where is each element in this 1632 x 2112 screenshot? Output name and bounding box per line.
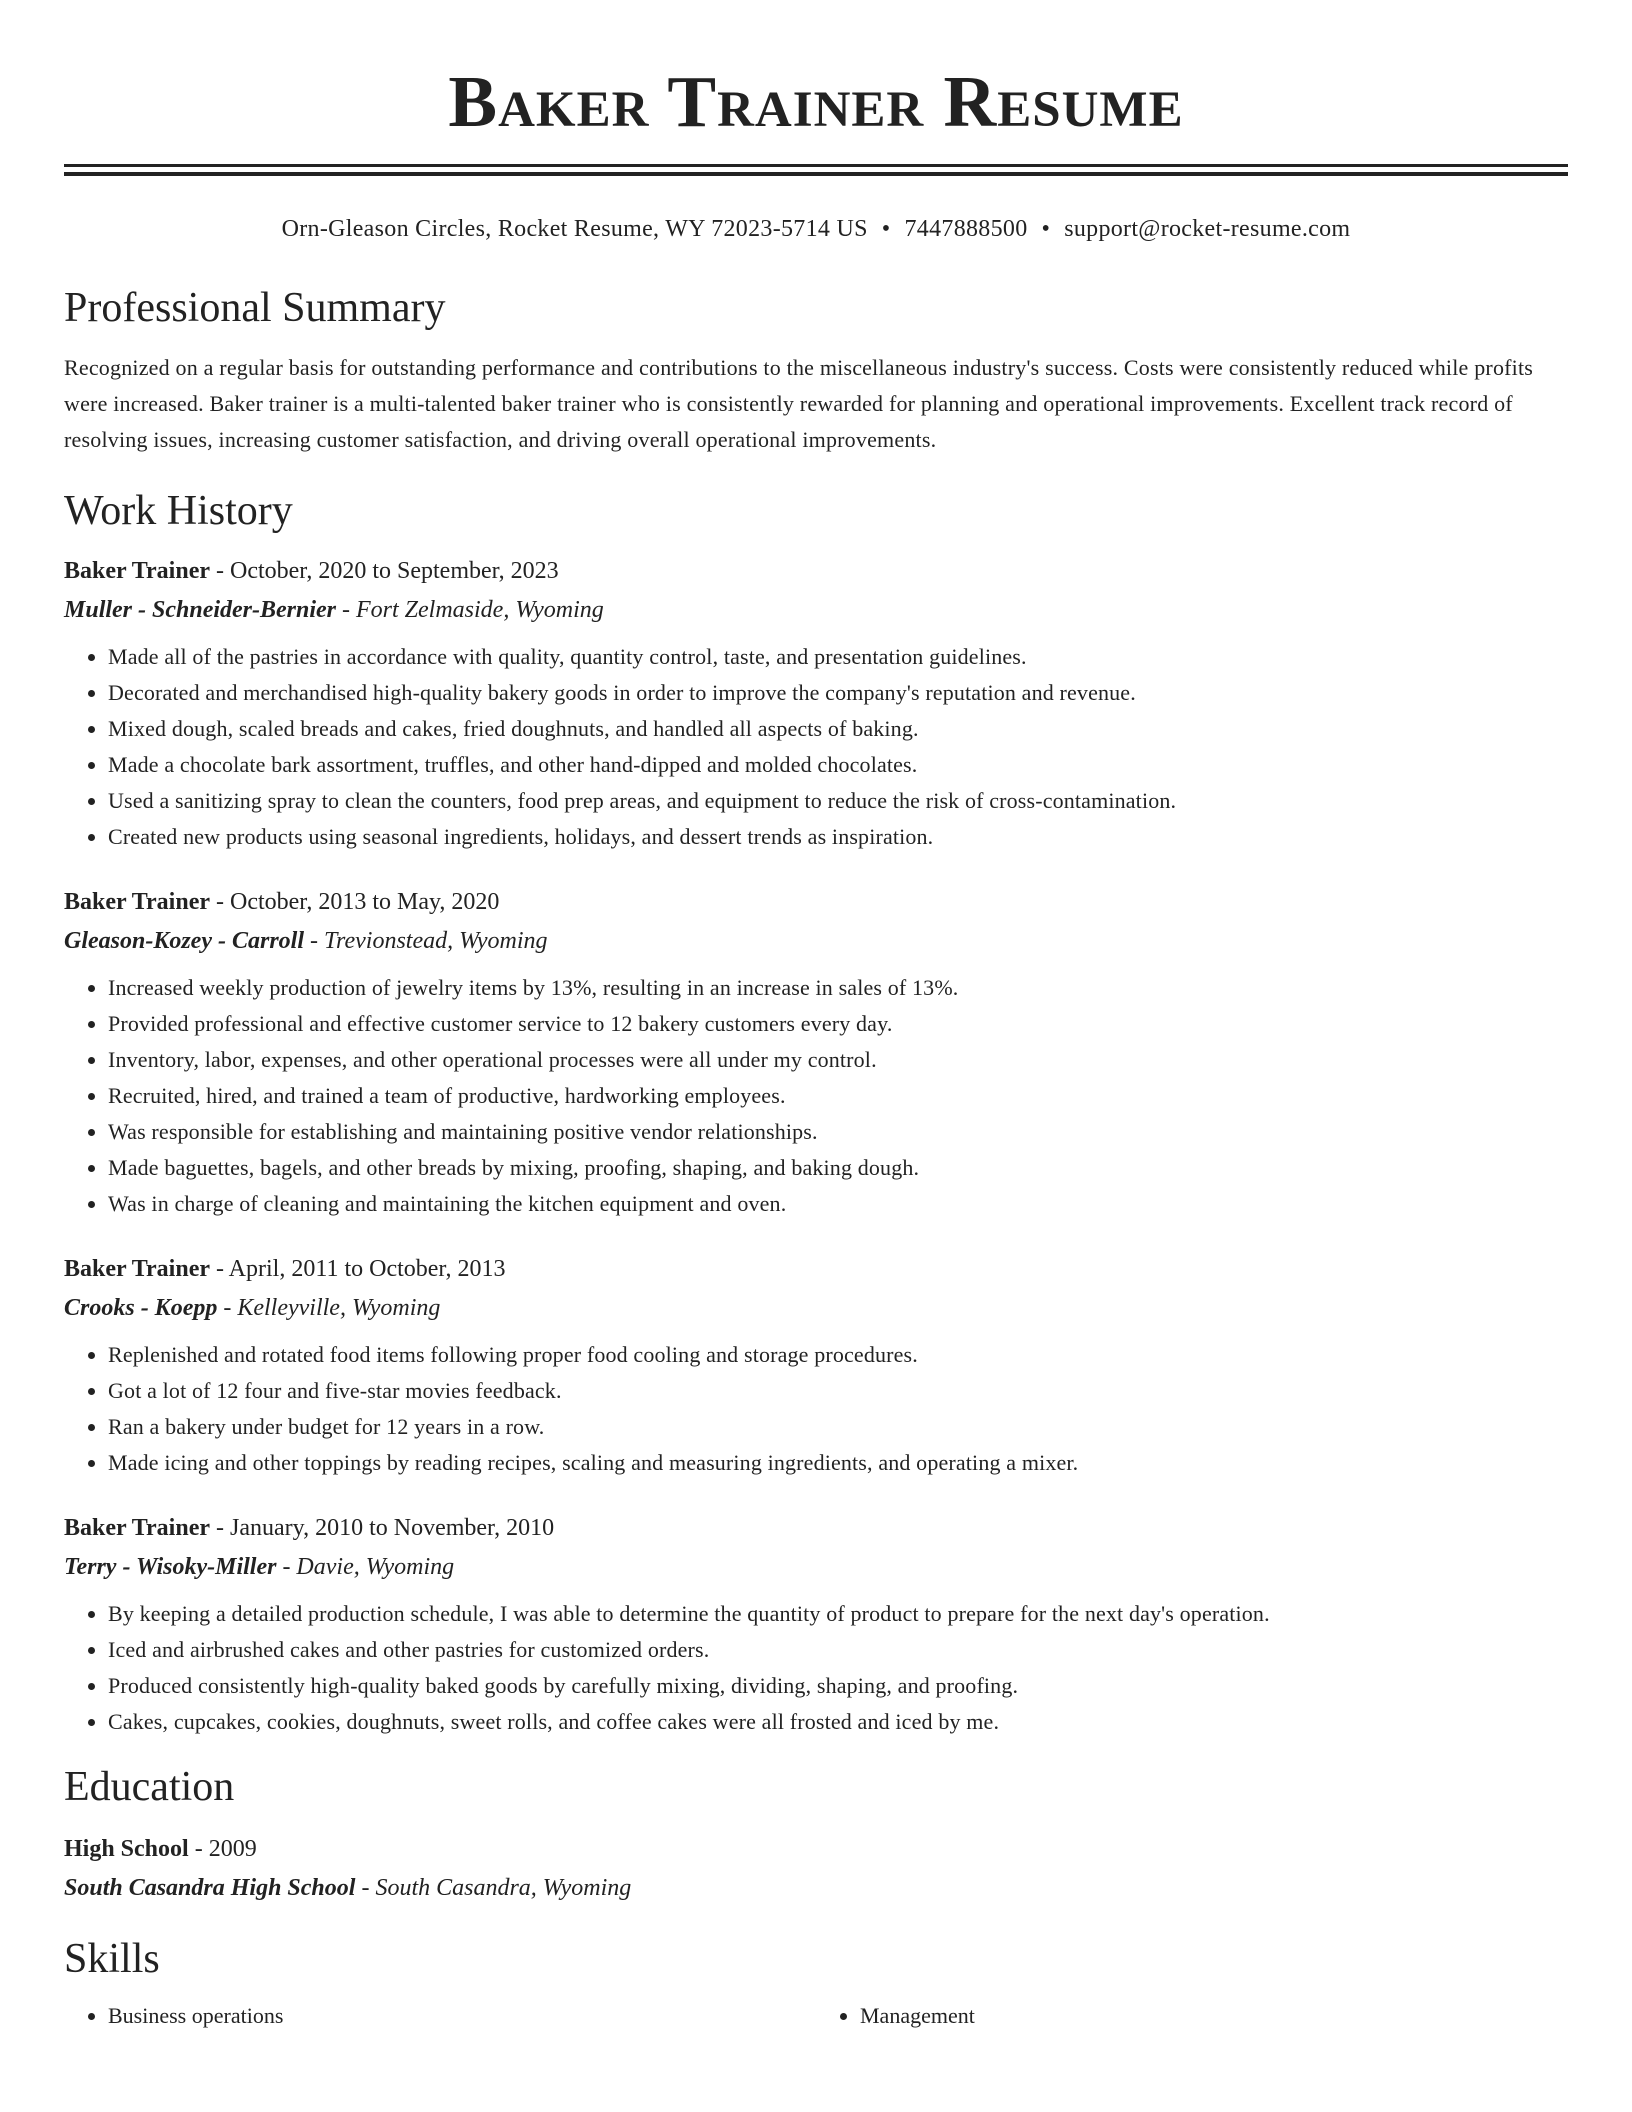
skills-list: [816, 1998, 1568, 2034]
company-name: Terry - Wisoky-Miller: [64, 1554, 277, 1580]
job-title-line: [64, 883, 1568, 921]
degree-line: [64, 1830, 1568, 1868]
company-line: [64, 1547, 1568, 1587]
contact-separator: •: [881, 216, 891, 242]
job-dates: - January, 2010 to November, 2010: [210, 1515, 555, 1541]
job-bullet: • By keeping a detailed production schedule, I was able to determine the quantity of product to prepare for the next day's operation.: [108, 1596, 1568, 1632]
skills-column-left: [64, 1998, 816, 2034]
job-bullet: • Replenished and rotated food items following proper food cooling and storage procedures.: [108, 1337, 1568, 1373]
job-entry: [64, 1250, 1568, 1481]
job-bullet: • Used a sanitizing spray to clean the counters, food prep areas, and equipment to reduce the risk of cross-contamination.: [108, 783, 1568, 819]
company-location: - Trevionstead, Wyoming: [304, 928, 548, 954]
job-title: Baker Trainer: [64, 558, 210, 584]
job-bullets: [64, 1337, 1568, 1481]
company-name: Gleason-Kozey - Carroll: [64, 928, 304, 954]
job-title-line: [64, 1250, 1568, 1288]
job-title-line: [64, 552, 1568, 590]
summary-text: Recognized on a regular basis for outstanding performance and contributions to the miscellaneous industry's success. Costs were consistently reduced while profits were increased. Baker trainer is a multi-talented baker trainer who is consistently rewarded for planning and operational improvements. Excellent track record of resolving issues, increasing customer satisfaction, and driving overall operational improvements.: [64, 355, 1534, 452]
job-bullet: • Was responsible for establishing and maintaining positive vendor relationships.: [108, 1114, 1568, 1150]
title-double-rule: [64, 164, 1568, 176]
job-bullet: • Got a lot of 12 four and five-star movies feedback.: [108, 1373, 1568, 1409]
contact-separator: •: [1041, 216, 1051, 242]
summary-heading: Professional Summary: [64, 285, 446, 331]
work-history-heading: Work History: [64, 488, 293, 534]
resume-title: Baker Trainer Resume: [448, 61, 1184, 142]
job-title-line: [64, 1509, 1568, 1547]
education-heading: Education: [64, 1764, 235, 1810]
education-entry: [64, 1830, 1568, 1908]
job-bullet: • Made a chocolate bark assortment, truffles, and other hand-dipped and molded chocolates.: [108, 747, 1568, 783]
job-bullet: • Produced consistently high-quality baked goods by carefully mixing, dividing, shaping, and proofing.: [108, 1668, 1568, 1704]
contact-line: [64, 214, 1568, 244]
job-dates: - October, 2020 to September, 2023: [210, 558, 559, 584]
company-location: - Davie, Wyoming: [276, 1554, 455, 1580]
company-location: - Fort Zelmaside, Wyoming: [336, 597, 604, 623]
job-title: Baker Trainer: [64, 889, 210, 915]
contact-address: Orn-Gleason Circles, Rocket Resume, WY 72023-5714 US: [281, 216, 868, 242]
job-bullet: • Ran a bakery under budget for 12 years in a row.: [108, 1409, 1568, 1445]
company-line: [64, 590, 1568, 630]
job-bullet: • Made icing and other toppings by reading recipes, scaling and measuring ingredients, and operating a mixer.: [108, 1445, 1568, 1481]
job-entry: [64, 552, 1568, 855]
degree-year: - 2009: [188, 1836, 257, 1862]
job-title: Baker Trainer: [64, 1515, 210, 1541]
job-entry: [64, 1509, 1568, 1740]
school-name: South Casandra High School: [64, 1875, 356, 1901]
job-bullet: • Mixed dough, scaled breads and cakes, fried doughnuts, and handled all aspects of baking.: [108, 711, 1568, 747]
skill-item: • Management: [860, 1998, 1568, 2034]
job-bullet: • Recruited, hired, and trained a team of productive, hardworking employees.: [108, 1078, 1568, 1114]
job-bullets: [64, 1596, 1568, 1740]
job-bullets: [64, 639, 1568, 855]
contact-email: support@rocket-resume.com: [1064, 216, 1351, 242]
company-name: Muller - Schneider-Bernier: [64, 597, 337, 623]
school-line: [64, 1868, 1568, 1908]
job-bullet: • Inventory, labor, expenses, and other operational processes were all under my control.: [108, 1042, 1568, 1078]
company-location: - Kelleyville, Wyoming: [217, 1295, 441, 1321]
degree-name: High School: [64, 1836, 189, 1862]
job-bullets: [64, 970, 1568, 1222]
skills-grid: [64, 1998, 1568, 2034]
job-dates: - October, 2013 to May, 2020: [210, 889, 500, 915]
job-bullet: • Made baguettes, bagels, and other breads by mixing, proofing, shaping, and baking dough.: [108, 1150, 1568, 1186]
school-location: - South Casandra, Wyoming: [355, 1875, 632, 1901]
company-line: [64, 1288, 1568, 1328]
job-entry: [64, 883, 1568, 1222]
job-bullet: • Iced and airbrushed cakes and other pastries for customized orders.: [108, 1632, 1568, 1668]
skills-heading: Skills: [64, 1936, 160, 1982]
job-bullet: • Provided professional and effective customer service to 12 bakery customers every day.: [108, 1006, 1568, 1042]
contact-phone: 7447888500: [904, 216, 1028, 242]
skill-item: • Business operations: [108, 1998, 816, 2034]
job-bullet: • Was in charge of cleaning and maintaining the kitchen equipment and oven.: [108, 1186, 1568, 1222]
company-name: Crooks - Koepp: [64, 1295, 218, 1321]
job-bullet: • Made all of the pastries in accordance with quality, quantity control, taste, and presentation guidelines.: [108, 639, 1568, 675]
company-line: [64, 921, 1568, 961]
job-bullet: • Increased weekly production of jewelry items by 13%, resulting in an increase in sales of 13%.: [108, 970, 1568, 1006]
job-bullet: • Cakes, cupcakes, cookies, doughnuts, sweet rolls, and coffee cakes were all frosted and iced by me.: [108, 1704, 1568, 1740]
job-bullet: • Decorated and merchandised high-quality bakery goods in order to improve the company's reputation and revenue.: [108, 675, 1568, 711]
skills-list: [64, 1998, 816, 2034]
job-bullet: • Created new products using seasonal ingredients, holidays, and dessert trends as inspiration.: [108, 819, 1568, 855]
job-title: Baker Trainer: [64, 1256, 210, 1282]
job-dates: - April, 2011 to October, 2013: [210, 1256, 506, 1282]
skills-column-right: [816, 1998, 1568, 2034]
